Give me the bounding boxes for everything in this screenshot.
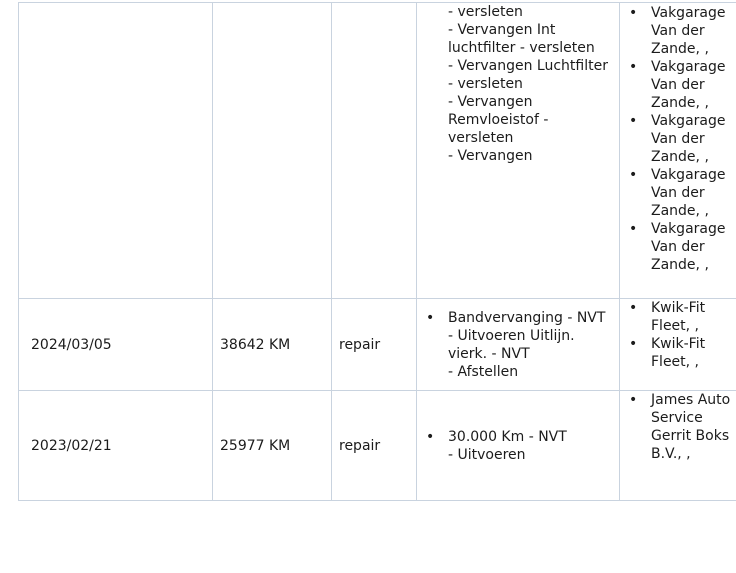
garage-cell xyxy=(620,3,736,299)
work-item: • Bandvervanging - NVT xyxy=(417,309,619,327)
garage-item: • Vakgarage Van der Zande, , xyxy=(620,4,736,58)
garage-item: • Vakgarage Van der Zande, , xyxy=(620,220,736,274)
work-list xyxy=(417,428,619,464)
type-cell: repair xyxy=(332,391,417,501)
garage-cell xyxy=(620,391,736,501)
work-item: - Vervangen xyxy=(448,148,533,164)
garage-cell xyxy=(620,299,736,391)
work-item: - versleten xyxy=(448,4,523,20)
date-cell: 2024/03/05 xyxy=(19,299,213,391)
table-row xyxy=(19,391,736,501)
type-cell xyxy=(332,3,417,299)
table-row xyxy=(19,299,736,391)
maintenance-history-table xyxy=(18,2,736,501)
work-item: - Vervangen Int luchtfilter - versleten xyxy=(448,22,595,56)
garage-list xyxy=(620,299,736,371)
work-list xyxy=(417,309,619,381)
work-item: - Vervangen Luchtfilter - versleten xyxy=(448,58,608,92)
mileage-cell: 38642 KM xyxy=(213,299,332,391)
garage-list xyxy=(620,3,736,274)
garage-item: • Vakgarage Van der Zande, , xyxy=(620,166,736,220)
date-cell: 2023/02/21 xyxy=(19,391,213,501)
garage-item: • James Auto Service Gerrit Boks B.V., , xyxy=(620,391,736,463)
work-item: - Vervangen Remvloeistof - versleten xyxy=(448,94,549,146)
garage-list xyxy=(620,391,736,463)
garage-item: • Kwik-Fit Fleet, , xyxy=(620,299,736,335)
garage-item: • Vakgarage Van der Zande, , xyxy=(620,58,736,112)
work-list xyxy=(417,3,619,165)
work-cell xyxy=(417,299,620,391)
type-cell: repair xyxy=(332,299,417,391)
work-cell xyxy=(417,3,620,299)
work-item: • 30.000 Km - NVT xyxy=(417,428,619,446)
work-item: - Afstellen xyxy=(448,363,519,380)
mileage-cell xyxy=(213,3,332,299)
work-item: - Uitvoeren Uitlijn. vierk. - NVT xyxy=(448,327,575,362)
work-cell xyxy=(417,391,620,501)
mileage-cell: 25977 KM xyxy=(213,391,332,501)
garage-item: • Kwik-Fit Fleet, , xyxy=(620,335,736,371)
work-item: - Uitvoeren xyxy=(448,446,526,463)
date-cell xyxy=(19,3,213,299)
garage-item: • Vakgarage Van der Zande, , xyxy=(620,112,736,166)
table-row xyxy=(19,3,736,299)
